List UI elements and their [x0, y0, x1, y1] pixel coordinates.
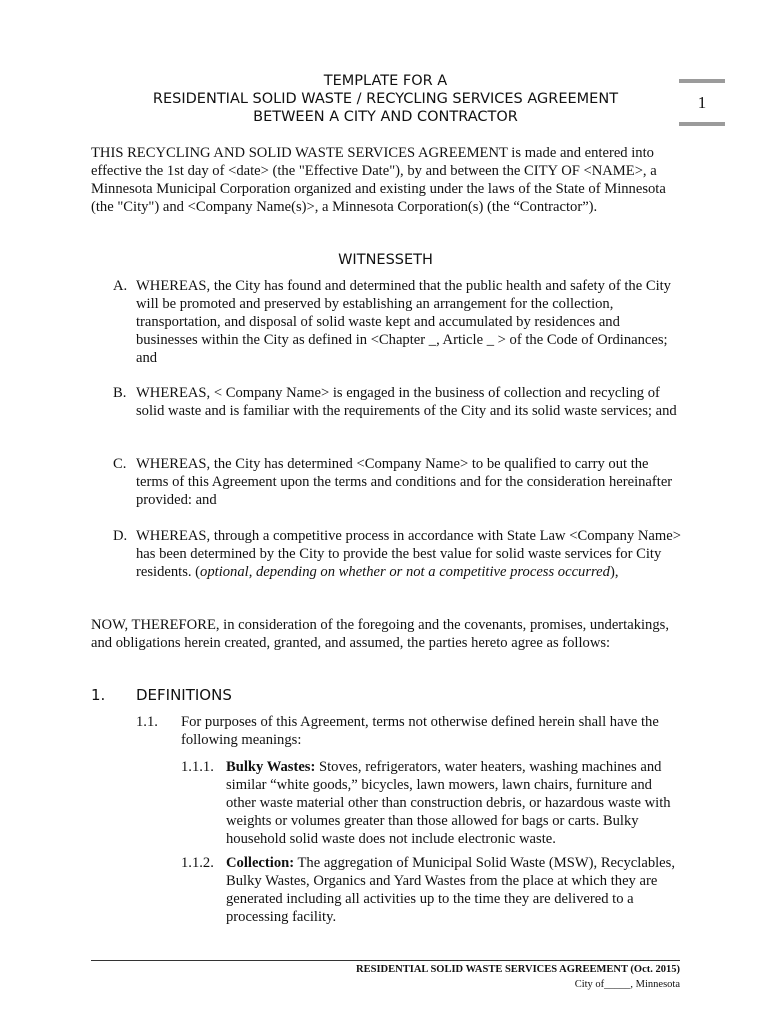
clause-text	[226, 758, 683, 848]
now-therefore-paragraph: NOW, THEREFORE, in consideration of the foregoing and the covenants, promises, undertakings, and obligations herein created, granted, and assumed, the parties hereto agree as follows:	[91, 617, 669, 651]
recital-letter: D.	[113, 528, 128, 544]
clause-1-1-1	[181, 758, 683, 848]
title-line-3: BETWEEN A CITY AND CONTRACTOR	[253, 109, 518, 125]
recital-text	[136, 527, 683, 581]
clause-number: 1.1.1.	[181, 759, 214, 775]
defined-term-bulky-wastes: Bulky Wastes:	[226, 759, 316, 775]
recital-c	[113, 455, 683, 509]
page-number-top-rule	[679, 79, 725, 83]
page-number-box	[679, 79, 725, 126]
recital-letter: B.	[113, 385, 127, 401]
recital-text: WHEREAS, < Company Name> is engaged in the business of collection and recycling of solid waste and is familiar with the requirements of the City and its solid waste services; and	[136, 385, 677, 419]
intro-paragraph: THIS RECYCLING AND SOLID WASTE SERVICES AGREEMENT is made and entered into effective the 1st day of <date> (the "Effective Date"), by and between the CITY OF <NAME>, a Minnesota Municipal Corporation organized and existing under the laws of the State of Minnesota (the "City") and <Company Name(s)>, a Minnesota Corporation(s) (the “Contractor”).	[91, 145, 666, 215]
recital-letter: A.	[113, 278, 128, 294]
definition-text: Stoves, refrigerators, water heaters, washing machines and similar “white goods,” bicycles, lawn mowers, lawn chairs, furniture and other waste material other than construction debris, or hazardous waste with weights or volumes greater than those allowed for bags or carts. Bulky household solid waste does not include electronic waste.	[226, 759, 671, 847]
clause-number: 1.1.2.	[181, 855, 214, 871]
title-line-2: RESIDENTIAL SOLID WASTE / RECYCLING SERVICES AGREEMENT	[152, 91, 619, 107]
recital-a	[113, 277, 683, 367]
section-number: 1.	[91, 686, 106, 704]
footer-city-line: City of_____, Minnesota	[574, 979, 680, 990]
recital-text-main: WHEREAS, through a competitive process in accordance with State Law <Company Name> has been determined by the City to provide the best value for solid waste services for City residents. (	[136, 528, 681, 580]
defined-term-collection: Collection:	[226, 855, 295, 871]
section-title: DEFINITIONS	[136, 686, 232, 704]
witnesseth-heading: WITNESSETH	[338, 252, 433, 268]
recital-text: WHEREAS, the City has determined <Company Name> to be qualified to carry out the terms of this Agreement upon the terms and conditions and for the consideration hereinafter provided: and	[136, 456, 673, 508]
clause-1-1	[136, 713, 683, 749]
document-title	[91, 72, 680, 126]
page-number-bottom-rule	[679, 122, 725, 126]
clause-text: For purposes of this Agreement, terms not otherwise defined herein shall have the following meanings:	[181, 714, 659, 748]
clause-number: 1.1.	[136, 714, 158, 730]
clause-1-1-2	[181, 854, 683, 926]
page-number: 1	[697, 93, 707, 112]
recital-d	[113, 527, 683, 581]
title-line-1: TEMPLATE FOR A	[323, 73, 448, 89]
footer-agreement-title: RESIDENTIAL SOLID WASTE SERVICES AGREEMENT (Oct. 2015)	[356, 964, 680, 975]
definition-text: The aggregation of Municipal Solid Waste (MSW), Recyclables, Bulky Wastes, Organics and Yard Wastes from the place at which they are generated including all activities up to the time they are delivered to a processing facility.	[226, 855, 675, 925]
recital-italic-note: optional, depending on whether or not a competitive process occurred	[200, 564, 610, 580]
recital-letter: C.	[113, 456, 127, 472]
footer-rule	[91, 960, 680, 961]
recital-text: WHEREAS, the City has found and determined that the public health and safety of the City will be promoted and preserved by establishing an arrangement for the collection, transportation, and disposal of solid waste kept and accumulated by residences and businesses within the City as defined in <Chapter _, Article _ > of the Code of Ordinances; and	[136, 278, 671, 366]
clause-text	[226, 854, 683, 926]
recital-b	[113, 384, 683, 420]
recital-text-end: ),	[609, 564, 619, 580]
